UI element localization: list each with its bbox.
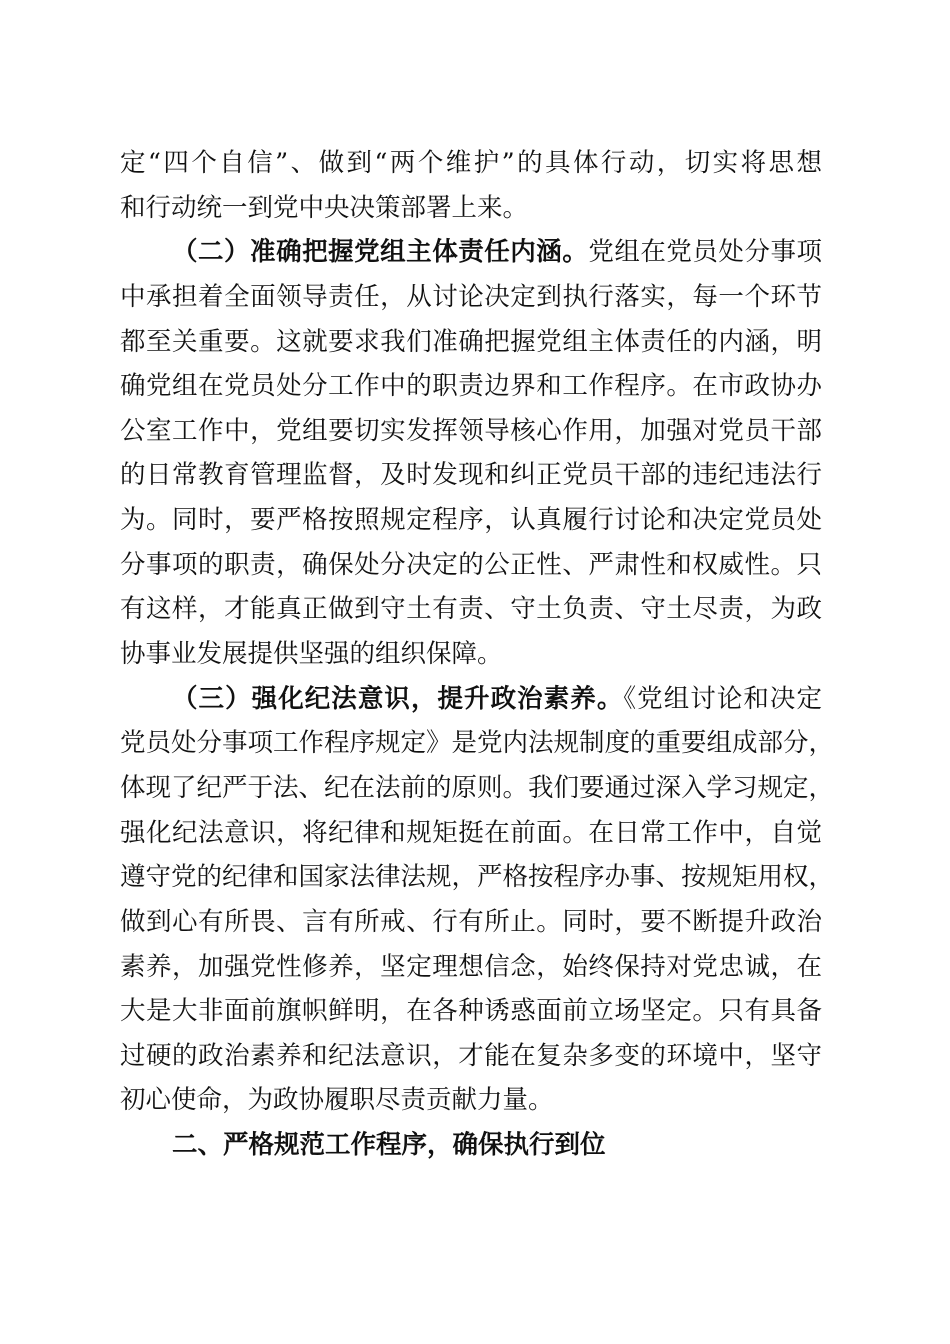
document-body bbox=[120, 141, 835, 1168]
text-line bbox=[120, 230, 822, 275]
text-line: 的日常教育管理监督，及时发现和纠正党员干部的违纪违法行 bbox=[120, 460, 822, 491]
text-line bbox=[120, 677, 822, 722]
text-line: 有这样，才能真正做到守土有责、守土负责、守土尽责，为政 bbox=[120, 594, 822, 625]
text-line: 中承担着全面领导责任，从讨论决定到执行落实，每一个环节 bbox=[120, 281, 822, 312]
text-line: 协事业发展提供坚强的组织保障。 bbox=[120, 639, 503, 670]
text-line: 确党组在党员处分工作中的职责边界和工作程序。在市政协办 bbox=[120, 371, 822, 402]
paragraph-1 bbox=[120, 141, 822, 230]
text-line: 和行动统一到党中央决策部署上来。 bbox=[120, 192, 529, 223]
subheading-3: （三）强化纪法意识，提升政治素养。 bbox=[172, 683, 624, 714]
paragraph-3 bbox=[120, 677, 835, 1123]
text-line: 强化纪法意识，将纪律和规矩挺在前面。在日常工作中，自觉 bbox=[120, 817, 822, 848]
text-line: 初心使命，为政协履职尽责贡献力量。 bbox=[120, 1085, 554, 1116]
text-line: 分事项的职责，确保处分决定的公正性、严肃性和权威性。只 bbox=[120, 549, 822, 580]
text-line: 公室工作中，党组要切实发挥领导核心作用，加强对党员干部 bbox=[120, 415, 822, 446]
text-line: 为。同时，要严格按照规定程序，认真履行讨论和决定党员处 bbox=[120, 505, 822, 536]
paragraph-2 bbox=[120, 230, 822, 676]
text-span: 《党组讨论和决定 bbox=[623, 683, 822, 714]
text-line: 体现了纪严于法、纪在法前的原则。我们要通过深入学习规定， bbox=[120, 772, 835, 803]
section-heading: 二、严格规范工作程序，确保执行到位 bbox=[172, 1130, 606, 1161]
text-line: 做到心有所畏、言有所戒、行有所止。同时，要不断提升政治 bbox=[120, 906, 822, 937]
text-line: 遵守党的纪律和国家法律法规，严格按程序办事、按规矩用权， bbox=[120, 862, 835, 893]
text-line: 大是大非面前旗帜鲜明，在各种诱惑面前立场坚定。只有具备 bbox=[120, 996, 822, 1027]
text-span: 党组在党员处分事项 bbox=[588, 237, 822, 268]
text-line: 都至关重要。这就要求我们准确把握党组主体责任的内涵，明 bbox=[120, 326, 822, 357]
text-line: 素养，加强党性修养，坚定理想信念，始终保持对党忠诚，在 bbox=[120, 951, 822, 982]
text-line: 党员处分事项工作程序规定》是党内法规制度的重要组成部分， bbox=[120, 728, 835, 759]
text-line: 过硬的政治素养和纪法意识，才能在复杂多变的环境中，坚守 bbox=[120, 1040, 822, 1071]
text-line: 定“四个自信”、做到“两个维护”的具体行动，切实将思想 bbox=[120, 148, 822, 178]
subheading-2: （二）准确把握党组主体责任内涵。 bbox=[172, 237, 589, 268]
